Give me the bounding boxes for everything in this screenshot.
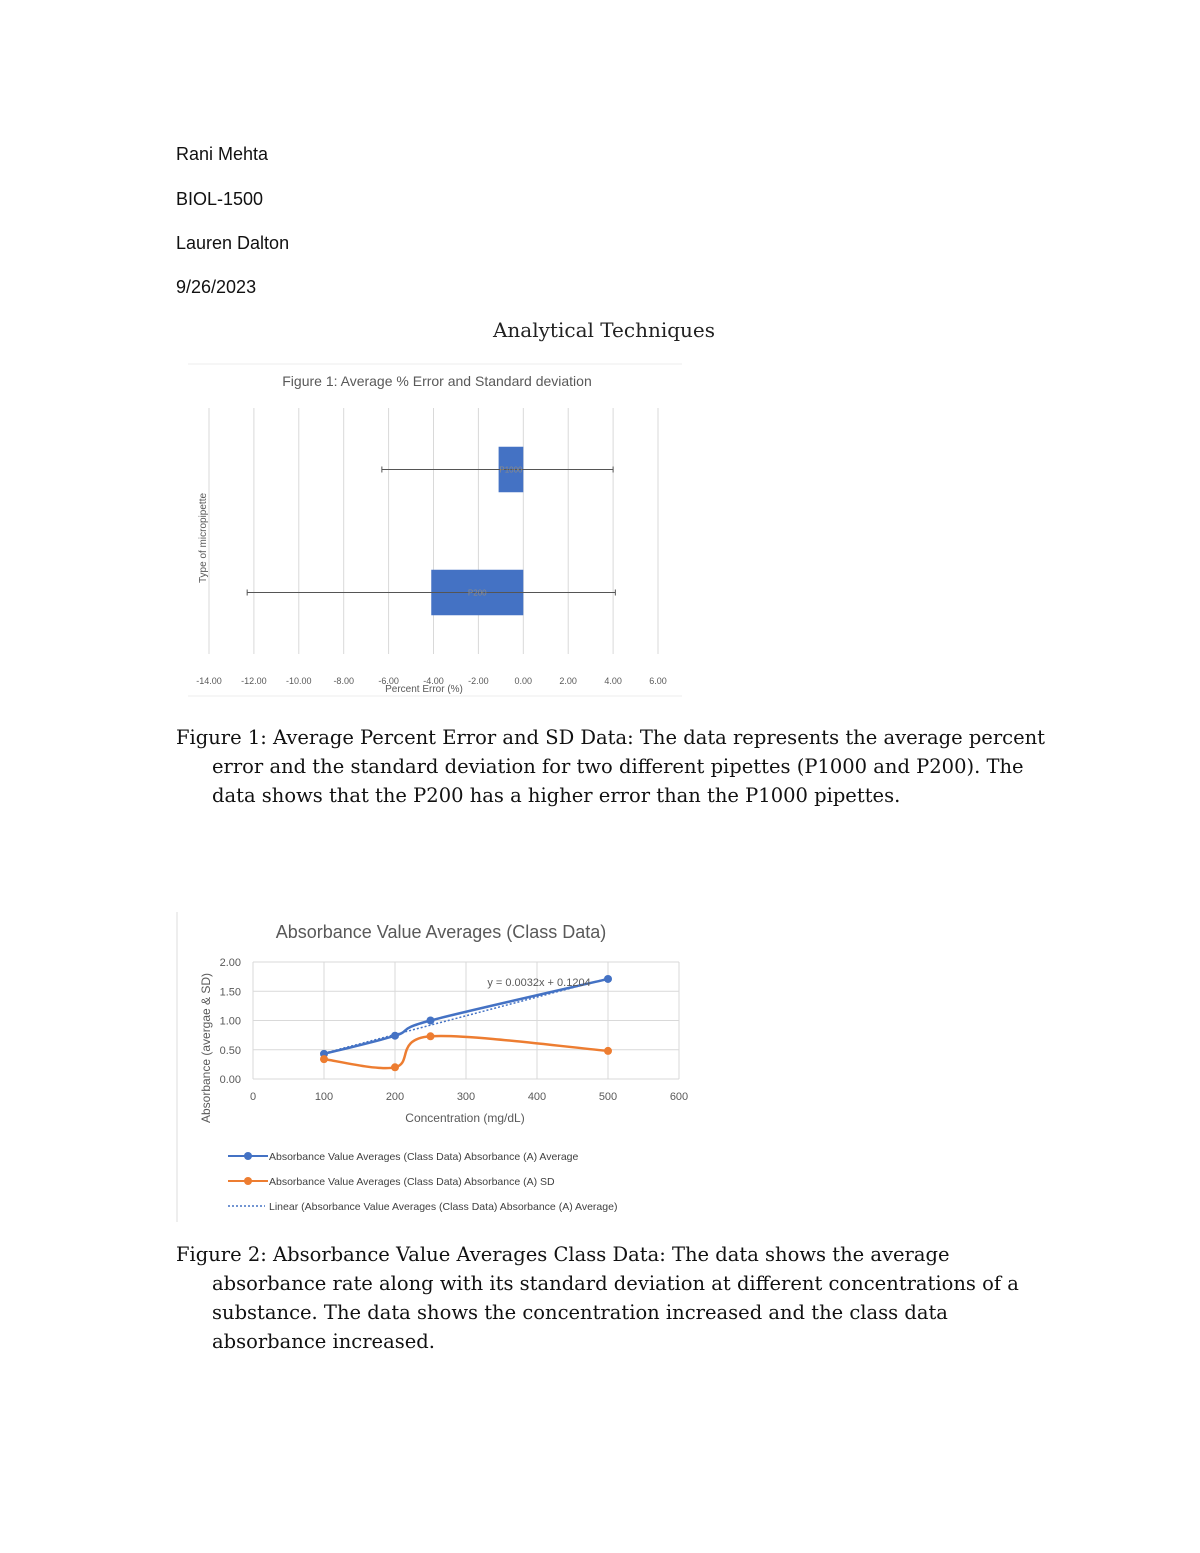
figure1-category-label: P1000 xyxy=(499,465,523,475)
figure2-x-tick: 100 xyxy=(314,1091,334,1103)
figure2-y-axis-label: Absorbance (avergae & SD) xyxy=(199,972,213,1124)
figure2-data-point-average xyxy=(604,975,612,983)
legend-average-label: Absorbance Value Averages (Class Data) Absorbance (A) Average xyxy=(269,1151,579,1163)
figure2-x-tick: 600 xyxy=(669,1091,689,1103)
figure2-data-point-average xyxy=(391,1032,399,1040)
figure1-x-tick: -14.00 xyxy=(196,676,222,686)
figure1-x-tick: -10.00 xyxy=(286,676,312,686)
figure1-x-tick: 6.00 xyxy=(649,676,667,686)
document-title: Analytical Techniques xyxy=(492,318,716,342)
figure2-data-point-average xyxy=(427,1017,435,1025)
figure2-legend xyxy=(228,1151,617,1213)
figure1-x-tick: -6.00 xyxy=(378,676,399,686)
figure2-tick-labels xyxy=(220,957,689,1103)
figure2-x-tick: 400 xyxy=(527,1091,547,1103)
figure2-data-point-sd xyxy=(427,1032,435,1040)
course-code: BIOL-1500 xyxy=(176,189,264,209)
figure1-bars xyxy=(247,447,615,616)
figure1-x-tick: -12.00 xyxy=(241,676,267,686)
figure1-x-axis-label: Percent Error (%) xyxy=(385,684,463,695)
figure1-x-tick: -8.00 xyxy=(333,676,354,686)
figure2-x-tick: 500 xyxy=(598,1091,618,1103)
figure2-x-tick: 300 xyxy=(456,1091,476,1103)
figure1-x-tick: 2.00 xyxy=(559,676,577,686)
figure1-chart xyxy=(188,360,682,700)
figure2-y-tick: 1.00 xyxy=(219,1015,241,1028)
legend-sd-label: Absorbance Value Averages (Class Data) Absorbance (A) SD xyxy=(269,1176,555,1188)
instructor-name: Lauren Dalton xyxy=(176,233,290,253)
figure1-caption: Figure 1: Average Percent Error and SD Data: The data represents the average percent error and the standard deviation for two different pipettes (P1000 and P200). The data shows that the P200 has a higher error than the P1000 pipettes. xyxy=(176,726,1046,807)
figure2-caption: Figure 2: Absorbance Value Averages Class Data: The data shows the average absorbance rate along with its standard deviation at different concentrations of a substance. The data shows the concentration increased and the class data absorbance increased. xyxy=(176,1243,1019,1353)
figure2-y-tick: 0.50 xyxy=(219,1044,241,1057)
figure1-category-label: P200 xyxy=(467,588,487,598)
figure2-trendline-equation: y = 0.0032x + 0.1204 xyxy=(487,977,591,989)
figure1-x-tick: 4.00 xyxy=(604,676,622,686)
figure1-x-tick: -2.00 xyxy=(468,676,489,686)
date: 9/26/2023 xyxy=(176,277,257,297)
figure2-y-tick: 2.00 xyxy=(219,957,241,969)
figure2-gridlines xyxy=(253,962,679,1079)
figure2-data-point-sd xyxy=(604,1047,612,1055)
figure2-chart xyxy=(176,910,706,1224)
figure1-x-tick: -4.00 xyxy=(423,676,444,686)
figure1-gridlines xyxy=(209,408,658,654)
figure1-title: Figure 1: Average % Error and Standard deviation xyxy=(282,373,592,389)
figure1-y-axis-label: Type of micropipette xyxy=(198,492,209,584)
figure2-data-point-sd xyxy=(391,1063,399,1071)
legend-sd-marker xyxy=(244,1177,252,1185)
figure2-y-tick: 1.50 xyxy=(219,986,241,999)
figure2-x-tick: 0 xyxy=(249,1091,257,1103)
author-name: Rani Mehta xyxy=(176,144,269,164)
figure2-x-axis-label: Concentration (mg/dL) xyxy=(405,1111,525,1125)
figure1-x-tick: 0.00 xyxy=(514,676,533,686)
figure2-y-tick: 0.00 xyxy=(219,1074,241,1086)
legend-average-marker xyxy=(244,1152,252,1160)
figure2-data-point-sd xyxy=(320,1055,328,1063)
legend-linear-label: Linear (Absorbance Value Averages (Class Data) Absorbance (A) Average) xyxy=(269,1201,618,1213)
figure2-x-tick: 200 xyxy=(385,1091,405,1103)
figure2-title: Absorbance Value Averages (Class Data) xyxy=(275,922,607,942)
